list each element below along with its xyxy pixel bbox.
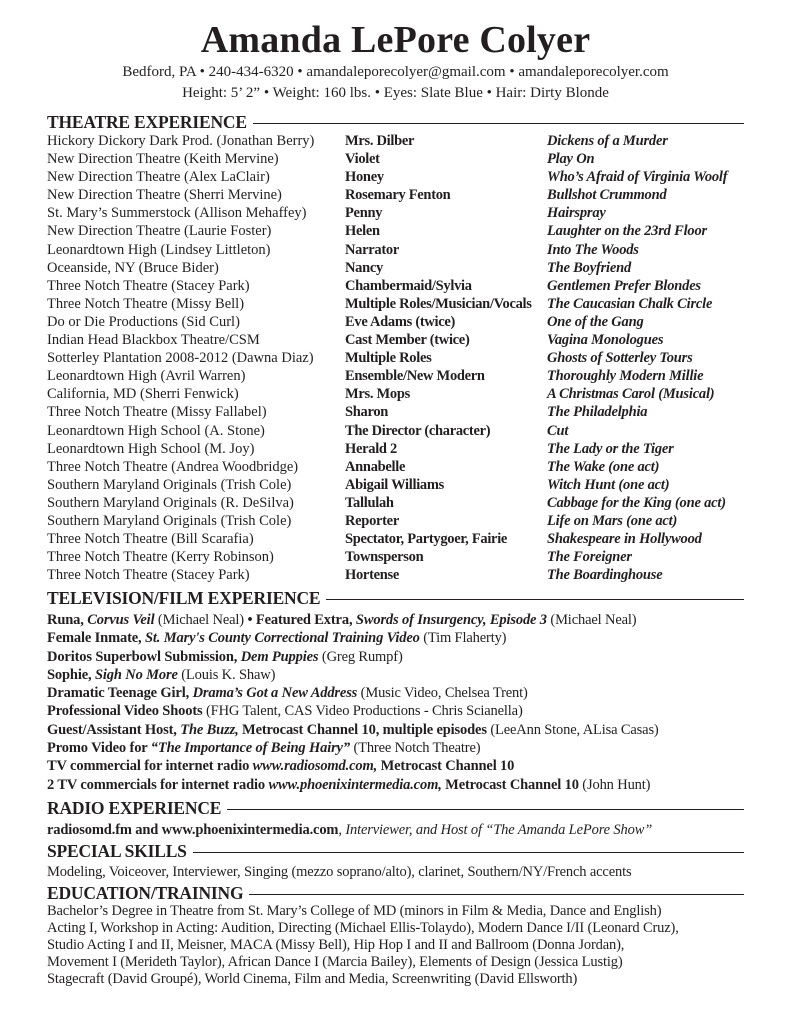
theatre-row — [47, 530, 747, 548]
theatre-row — [47, 566, 747, 584]
tv-list — [47, 611, 659, 794]
theatre-row — [47, 349, 747, 367]
text-segment: Drama’s Got a New Address — [192, 685, 361, 702]
theatre-company: New Direction Theatre (Sherri Mervine) — [47, 187, 282, 204]
theatre-role: The Director (character) — [345, 422, 491, 439]
theatre-row — [47, 331, 747, 349]
theatre-company: New Direction Theatre (Laurie Foster) — [47, 223, 272, 240]
text-segment: Promo Video for — [47, 740, 151, 757]
text-segment: Swords of Insurgency, Episode 3 — [355, 612, 551, 628]
text-segment: Sophie, — [47, 666, 95, 683]
text-segment: Bachelor’s Degree in Theatre from St. Mary’s College of MD (minors in Film & Media, Dance and English) — [47, 903, 662, 919]
theatre-show: Bullshot Crummond — [547, 187, 667, 204]
theatre-role: Honey — [345, 169, 384, 186]
section-rule — [326, 599, 744, 600]
text-segment: Professional Video Shoots — [47, 703, 206, 720]
theatre-company: Three Notch Theatre (Missy Fallabel) — [47, 404, 267, 421]
text-segment: Metrocast Channel 10 — [445, 776, 583, 793]
theatre-show: Vagina Monologues — [547, 332, 664, 349]
theatre-row — [47, 313, 747, 331]
theatre-show: The Lady or the Tiger — [547, 440, 674, 457]
text-segment: (Greg Rumpf) — [321, 648, 403, 665]
theatre-company: Leonardtown High (Lindsey Littleton) — [47, 241, 271, 258]
text-segment: (Michael Neal) — [550, 612, 637, 628]
theatre-company: Three Notch Theatre (Stacey Park) — [47, 277, 250, 294]
tv-line — [47, 611, 659, 629]
theatre-show: Into The Woods — [547, 241, 639, 258]
theatre-row — [47, 440, 747, 458]
theatre-company: Hickory Dickory Dark Prod. (Jonathan Berry) — [47, 133, 315, 149]
text-segment: Doritos Superbowl Submission, — [47, 648, 241, 665]
section-title: SPECIAL SKILLS — [47, 841, 187, 861]
text-segment: Corvus Veil — [87, 612, 158, 628]
theatre-company: Southern Maryland Originals (Trish Cole) — [47, 512, 292, 529]
tv-line — [47, 702, 659, 720]
theatre-show: Shakespeare in Hollywood — [547, 531, 702, 548]
theatre-company: Indian Head Blackbox Theatre/CSM — [47, 332, 260, 349]
text-segment: www.phoenixintermedia.com, — [268, 776, 446, 793]
theatre-role: Townsperson — [345, 549, 424, 566]
text-segment: (FHG Talent, CAS Video Productions - Chris Scianella) — [205, 703, 523, 720]
theatre-row — [47, 548, 747, 566]
contact-info: Bedford, PA • 240-434-6320 • amandaleporecolyer@gmail.com • amandaleporecolyer.com — [122, 64, 669, 80]
theatre-show: Cabbage for the King (one act) — [547, 494, 726, 511]
theatre-show: Ghosts of Sotterley Tours — [547, 350, 693, 367]
theatre-role: Multiple Roles — [345, 350, 432, 367]
physical-stats: Height: 5’ 2” • Weight: 160 lbs. • Eyes: Slate Blue • Hair: Dirty Blonde — [182, 85, 609, 101]
theatre-show: The Caucasian Chalk Circle — [547, 295, 713, 312]
text-segment: Stagecraft (David Groupé), World Cinema, Film and Media, Screenwriting (David Ellsworth) — [47, 971, 578, 987]
theatre-row — [47, 222, 747, 240]
section-title: THEATRE EXPERIENCE — [47, 112, 247, 132]
theatre-row — [47, 277, 747, 295]
theatre-show: The Philadelphia — [547, 404, 648, 421]
theatre-role: Hortense — [345, 567, 399, 584]
theatre-company: St. Mary’s Summerstock (Allison Mehaffey) — [47, 205, 307, 222]
text-segment: Runa, — [47, 612, 88, 628]
education-line — [47, 954, 679, 971]
theatre-company: Three Notch Theatre (Kerry Robinson) — [47, 549, 274, 566]
theatre-row — [47, 458, 747, 476]
theatre-role: Multiple Roles/Musician/Vocals — [345, 295, 532, 312]
theatre-role: Mrs. Dilber — [345, 133, 415, 149]
text-segment: Modeling, Voiceover, Interviewer, Singing (mezzo soprano/alto), clarinet, Southern/NY/French accents — [47, 864, 632, 880]
section-rule — [193, 852, 744, 853]
theatre-company: Leonardtown High School (M. Joy) — [47, 440, 255, 457]
theatre-company: Three Notch Theatre (Bill Scarafia) — [47, 531, 254, 548]
text-segment: Interviewer, and Host of “The Amanda LePore Show” — [345, 822, 653, 838]
text-segment: Sigh No More — [94, 666, 182, 683]
theatre-row — [47, 422, 747, 440]
theatre-company: Leonardtown High (Avril Warren) — [47, 368, 246, 385]
text-segment: Metrocast Channel 10, multiple episodes — [242, 721, 491, 738]
theatre-company: Sotterley Plantation 2008-2012 (Dawna Diaz) — [47, 350, 314, 367]
theatre-company: Southern Maryland Originals (R. DeSilva) — [47, 494, 294, 511]
theatre-role: Annabelle — [345, 458, 406, 475]
tv-line — [47, 666, 659, 684]
text-segment: St. Mary's County Correctional Training Video — [145, 630, 424, 647]
section-rule — [227, 809, 744, 810]
text-segment: Guest/Assistant Host, — [47, 721, 181, 738]
text-segment: “The Importance of Being Hairy” — [150, 740, 354, 757]
tv-line — [47, 684, 659, 702]
theatre-role: Helen — [345, 223, 380, 240]
theatre-show: Laughter on the 23rd Floor — [547, 223, 707, 240]
text-segment: Studio Acting I and II, Meisner, MACA (Missy Bell), Hip Hop I and II and Ballroom (Donna Jordan), — [47, 937, 625, 953]
theatre-show: Dickens of a Murder — [547, 133, 668, 149]
tv-line — [47, 648, 659, 666]
section-rule — [253, 123, 744, 124]
theatre-role: Ensemble/New Modern — [345, 368, 485, 385]
theatre-show: Play On — [547, 151, 595, 168]
theatre-row — [47, 150, 747, 168]
text-segment: (Music Video, Chelsea Trent) — [360, 685, 528, 702]
theatre-row — [47, 385, 747, 403]
theatre-show: Witch Hunt (one act) — [547, 476, 670, 493]
text-segment: , — [338, 822, 346, 838]
theatre-role: Herald 2 — [345, 440, 397, 457]
section-skills-heading — [47, 841, 744, 862]
theatre-role: Cast Member (twice) — [345, 332, 470, 349]
theatre-row — [47, 476, 747, 494]
theatre-show: The Foreigner — [547, 549, 632, 566]
theatre-role: Violet — [345, 151, 380, 168]
text-segment: • Featured Extra, — [247, 612, 356, 628]
text-segment: Metrocast Channel 10 — [380, 758, 515, 775]
theatre-role: Rosemary Fenton — [345, 187, 451, 204]
theatre-show: Hairspray — [547, 205, 606, 222]
tv-line — [47, 739, 659, 757]
theatre-show: Who’s Afraid of Virginia Woolf — [547, 169, 728, 186]
text-segment: The Buzz, — [180, 721, 243, 738]
text-segment: (Louis K. Shaw) — [181, 666, 276, 683]
resume-name: Amanda LePore Colyer — [200, 19, 591, 61]
theatre-row — [47, 241, 747, 259]
text-segment: Acting I, Workshop in Acting: Audition, Directing (Michael Ellis-Tolaydo), Modern Dance I/II (Leonard Cruz), — [47, 920, 679, 936]
skills-list — [47, 863, 631, 881]
section-rule — [249, 894, 744, 895]
education-line — [47, 903, 679, 920]
theatre-row — [47, 494, 747, 512]
theatre-show: The Boyfriend — [547, 259, 631, 276]
theatre-role: Spectator, Partygoer, Fairie — [345, 531, 508, 548]
theatre-company: Three Notch Theatre (Missy Bell) — [47, 295, 245, 312]
theatre-show: A Christmas Carol (Musical) — [547, 386, 715, 403]
theatre-company: Three Notch Theatre (Stacey Park) — [47, 567, 250, 584]
theatre-company: Do or Die Productions (Sid Curl) — [47, 313, 240, 330]
text-segment: Dem Puppies — [240, 648, 322, 665]
theatre-role: Abigail Williams — [345, 476, 445, 493]
section-title: RADIO EXPERIENCE — [47, 798, 222, 818]
theatre-role: Penny — [345, 205, 383, 222]
section-title: TELEVISION/FILM EXPERIENCE — [47, 588, 321, 608]
section-radio-heading — [47, 798, 744, 819]
text-segment: www.radiosomd.com, — [252, 758, 381, 775]
theatre-row — [47, 512, 747, 530]
radio-list — [47, 821, 652, 839]
theatre-show: The Boardinghouse — [547, 567, 663, 584]
education-line — [47, 971, 679, 988]
theatre-row — [47, 259, 747, 277]
skills-line — [47, 863, 631, 881]
theatre-company: Leonardtown High School (A. Stone) — [47, 422, 265, 439]
tv-line — [47, 721, 659, 739]
theatre-company: California, MD (Sherri Fenwick) — [47, 386, 239, 403]
text-segment: (John Hunt) — [582, 776, 651, 793]
text-segment: TV commercial for internet radio — [47, 758, 253, 775]
theatre-role: Chambermaid/Sylvia — [345, 277, 472, 294]
tv-line — [47, 776, 659, 794]
text-segment: (LeeAnn Stone, ALisa Casas) — [490, 721, 659, 738]
section-education-heading — [47, 883, 744, 904]
theatre-company: Oceanside, NY (Bruce Bider) — [47, 259, 219, 276]
text-segment: (Michael Neal) — [157, 612, 248, 628]
theatre-show: Gentlemen Prefer Blondes — [547, 277, 701, 294]
theatre-show: Life on Mars (one act) — [547, 512, 678, 529]
theatre-list — [47, 132, 747, 584]
theatre-show: The Wake (one act) — [547, 458, 660, 475]
section-theatre-heading — [47, 112, 744, 133]
education-list — [47, 903, 679, 988]
theatre-role: Nancy — [345, 259, 383, 276]
theatre-row — [47, 168, 747, 186]
education-line — [47, 920, 679, 937]
radio-line — [47, 821, 652, 839]
theatre-role: Eve Adams (twice) — [345, 313, 456, 330]
theatre-company: New Direction Theatre (Keith Mervine) — [47, 151, 279, 168]
theatre-role: Sharon — [345, 404, 389, 421]
theatre-row — [47, 204, 747, 222]
section-tv-heading — [47, 588, 744, 609]
education-line — [47, 937, 679, 954]
theatre-role: Mrs. Mops — [345, 386, 410, 403]
theatre-role: Tallulah — [345, 494, 394, 511]
theatre-row — [47, 295, 747, 313]
theatre-role: Narrator — [345, 241, 399, 258]
theatre-company: New Direction Theatre (Alex LaClair) — [47, 169, 270, 186]
theatre-company: Southern Maryland Originals (Trish Cole) — [47, 476, 292, 493]
text-segment: Female Inmate, — [47, 630, 146, 647]
section-title: EDUCATION/TRAINING — [47, 883, 244, 903]
text-segment: Dramatic Teenage Girl, — [47, 685, 193, 702]
text-segment: (Tim Flaherty) — [423, 630, 507, 647]
text-segment: Movement I (Merideth Taylor), African Dance I (Marcia Bailey), Elements of Design (Jessica Lustig) — [47, 954, 623, 970]
theatre-show: Cut — [547, 422, 569, 439]
theatre-company: Three Notch Theatre (Andrea Woodbridge) — [47, 458, 299, 475]
theatre-row — [47, 186, 747, 204]
theatre-show: One of the Gang — [547, 313, 644, 330]
theatre-row — [47, 403, 747, 421]
tv-line — [47, 757, 659, 775]
text-segment: radiosomd.fm and www.phoenixintermedia.com — [47, 822, 339, 838]
theatre-show: Thoroughly Modern Millie — [547, 368, 704, 385]
theatre-role: Reporter — [345, 512, 399, 529]
text-segment: 2 TV commercials for internet radio — [47, 776, 269, 793]
text-segment: (Three Notch Theatre) — [353, 740, 481, 757]
theatre-row — [47, 132, 747, 150]
theatre-row — [47, 367, 747, 385]
tv-line — [47, 629, 659, 647]
